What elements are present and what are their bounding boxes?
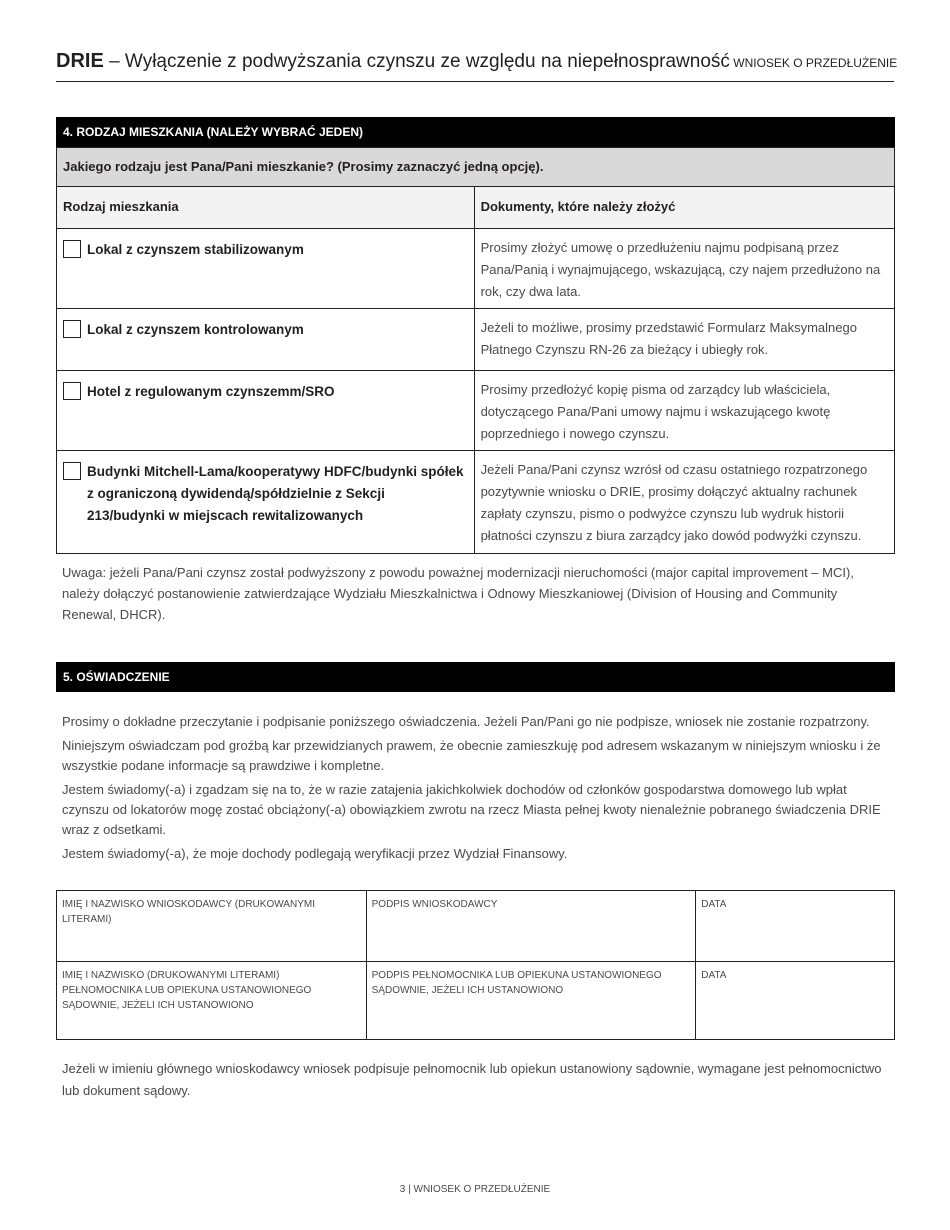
question-text: Jakiego rodzaju jest Pana/Pani mieszkanie? (Prosimy zaznaczyć jedną opcję). <box>57 148 895 187</box>
form-title: – Wyłączenie z podwyższania czynszu ze względu na niepełnosprawność <box>103 51 730 72</box>
section-4-heading: 4. RODZAJ MIESZKANIA (NALEŻY WYBRAĆ JEDEN) <box>56 117 895 147</box>
table-row <box>57 309 895 371</box>
brand: DRIE <box>56 50 104 72</box>
checkbox-rent-regulated-hotel[interactable] <box>63 382 81 400</box>
applicant-signature-field[interactable]: PODPIS WNIOSKODAWCY <box>366 891 696 962</box>
housing-type-table <box>56 147 895 554</box>
question-row <box>57 148 895 187</box>
signature-row <box>57 891 895 962</box>
option-cell <box>57 309 475 371</box>
documents-cell: Prosimy przedłożyć kopię pisma od zarządcy lub właściciela, dotyczącego Pana/Pani umowy najmu i wskazującego kwotę poprzedniego i nowego czynszu. <box>474 371 894 451</box>
page-header <box>56 50 898 82</box>
documents-cell: Jeżeli Pana/Pani czynsz wzrósł od czasu ostatniego rozpatrzonego pozytywnie wniosku o DRIE, prosimy dołączyć aktualny rachunek zapłaty czynszu, pismo o podwyżce czynszu lub wydruk historii płatności czynszu z biura zarządcy jako dowód podwyżki czynszu. <box>474 451 894 554</box>
column-header-row <box>57 187 895 229</box>
declaration-paragraph: Jestem świadomy(-a) i zgadzam się na to, że w razie zatajenia jakichkolwiek dochodów od członków gospodarstwa domowego lub wpłat czynszu od lokatorów mogę zostać obciążony(-a) obowiązkiem zwrotu na rzecz Miasta pełnej kwoty nienależnie pobranego świadczenia DRIE wraz z odsetkami. <box>62 782 881 837</box>
applicant-name-field[interactable]: IMIĘ I NAZWISKO WNIOSKODAWCY (DRUKOWANYMI LITERAMI) <box>57 891 367 962</box>
option-label: Lokal z czynszem stabilizowanym <box>87 242 304 257</box>
signature-table <box>56 890 895 1040</box>
option-cell <box>57 229 475 309</box>
option-cell <box>57 371 475 451</box>
declaration-text <box>62 712 894 868</box>
representative-signature-field[interactable]: PODPIS PEŁNOMOCNIKA LUB OPIEKUNA USTANOWIONEGO SĄDOWNIE, JEŻELI ICH USTANOWIONO <box>366 962 696 1040</box>
applicant-date-field[interactable]: DATA <box>696 891 895 962</box>
table-row <box>57 371 895 451</box>
table-row <box>57 451 895 554</box>
representative-date-field[interactable]: DATA <box>696 962 895 1040</box>
mci-note: Uwaga: jeżeli Pana/Pani czynsz został podwyższony z powodu poważnej modernizacji nieruchomości (major capital improvement – MCI), należy dołączyć postanowienie zatwierdzające Wydziału Mieszkalnictwa i Odnowy Mieszkaniowej (Division of Housing and Community Renewal, DHCR). <box>62 565 854 622</box>
column-header-housing-type: Rodzaj mieszkania <box>57 187 475 229</box>
option-cell <box>57 451 475 554</box>
declaration-paragraph: Niniejszym oświadczam pod groźbą kar przewidzianych prawem, że obecnie zamieszkuję pod adresem wskazanym w niniejszym wniosku i że wszystkie podane informacje są prawdziwe i kompletne. <box>62 738 881 773</box>
documents-cell: Jeżeli to możliwe, prosimy przedstawić Formularz Maksymalnego Płatnego Czynszu RN-26 za bieżący i ubiegły rok. <box>474 309 894 371</box>
section-5-heading: 5. OŚWIADCZENIE <box>56 662 895 692</box>
table-row <box>57 229 895 309</box>
checkbox-rent-controlled[interactable] <box>63 320 81 338</box>
column-header-documents: Dokumenty, które należy złożyć <box>474 187 894 229</box>
option-label: Budynki Mitchell-Lama/kooperatywy HDFC/budynki spółek z ograniczoną dywidendą/spółdzielnie z Sekcji 213/budynki w miejscach rewitalizowanych <box>87 464 464 523</box>
power-of-attorney-note: Jeżeli w imieniu głównego wnioskodawcy wniosek podpisuje pełnomocnik lub opiekun ustanowiony sądownie, wymagane jest pełnomocnictwo lub dokument sądowy. <box>62 1061 882 1098</box>
signature-row <box>57 962 895 1040</box>
option-label: Hotel z regulowanym czynszemm/SRO <box>87 384 335 399</box>
declaration-paragraph: Jestem świadomy(-a), że moje dochody podlegają weryfikacji przez Wydział Finansowy. <box>62 846 568 861</box>
checkbox-mitchell-lama[interactable] <box>63 462 81 480</box>
representative-name-field[interactable]: IMIĘ I NAZWISKO (DRUKOWANYMI LITERAMI) PEŁNOMOCNIKA LUB OPIEKUNA USTANOWIONEGO SĄDOWNIE, JEŻELI ICH USTANOWIONO <box>57 962 367 1040</box>
checkbox-rent-stabilized[interactable] <box>63 240 81 258</box>
documents-cell: Prosimy złożyć umowę o przedłużeniu najmu podpisaną przez Pana/Panią i wynajmującego, wskazującą, czy najem przedłużono na rok, czy dwa lata. <box>474 229 894 309</box>
form-subtitle: WNIOSEK O PRZEDŁUŻENIE <box>729 56 898 70</box>
declaration-paragraph: Prosimy o dokładne przeczytanie i podpisanie poniższego oświadczenia. Jeżeli Pan/Pani go nie podpisze, wniosek nie zostanie rozpatrzony. <box>62 714 870 729</box>
page-footer: 3 | WNIOSEK O PRZEDŁUŻENIE <box>399 1184 551 1195</box>
option-label: Lokal z czynszem kontrolowanym <box>87 322 304 337</box>
